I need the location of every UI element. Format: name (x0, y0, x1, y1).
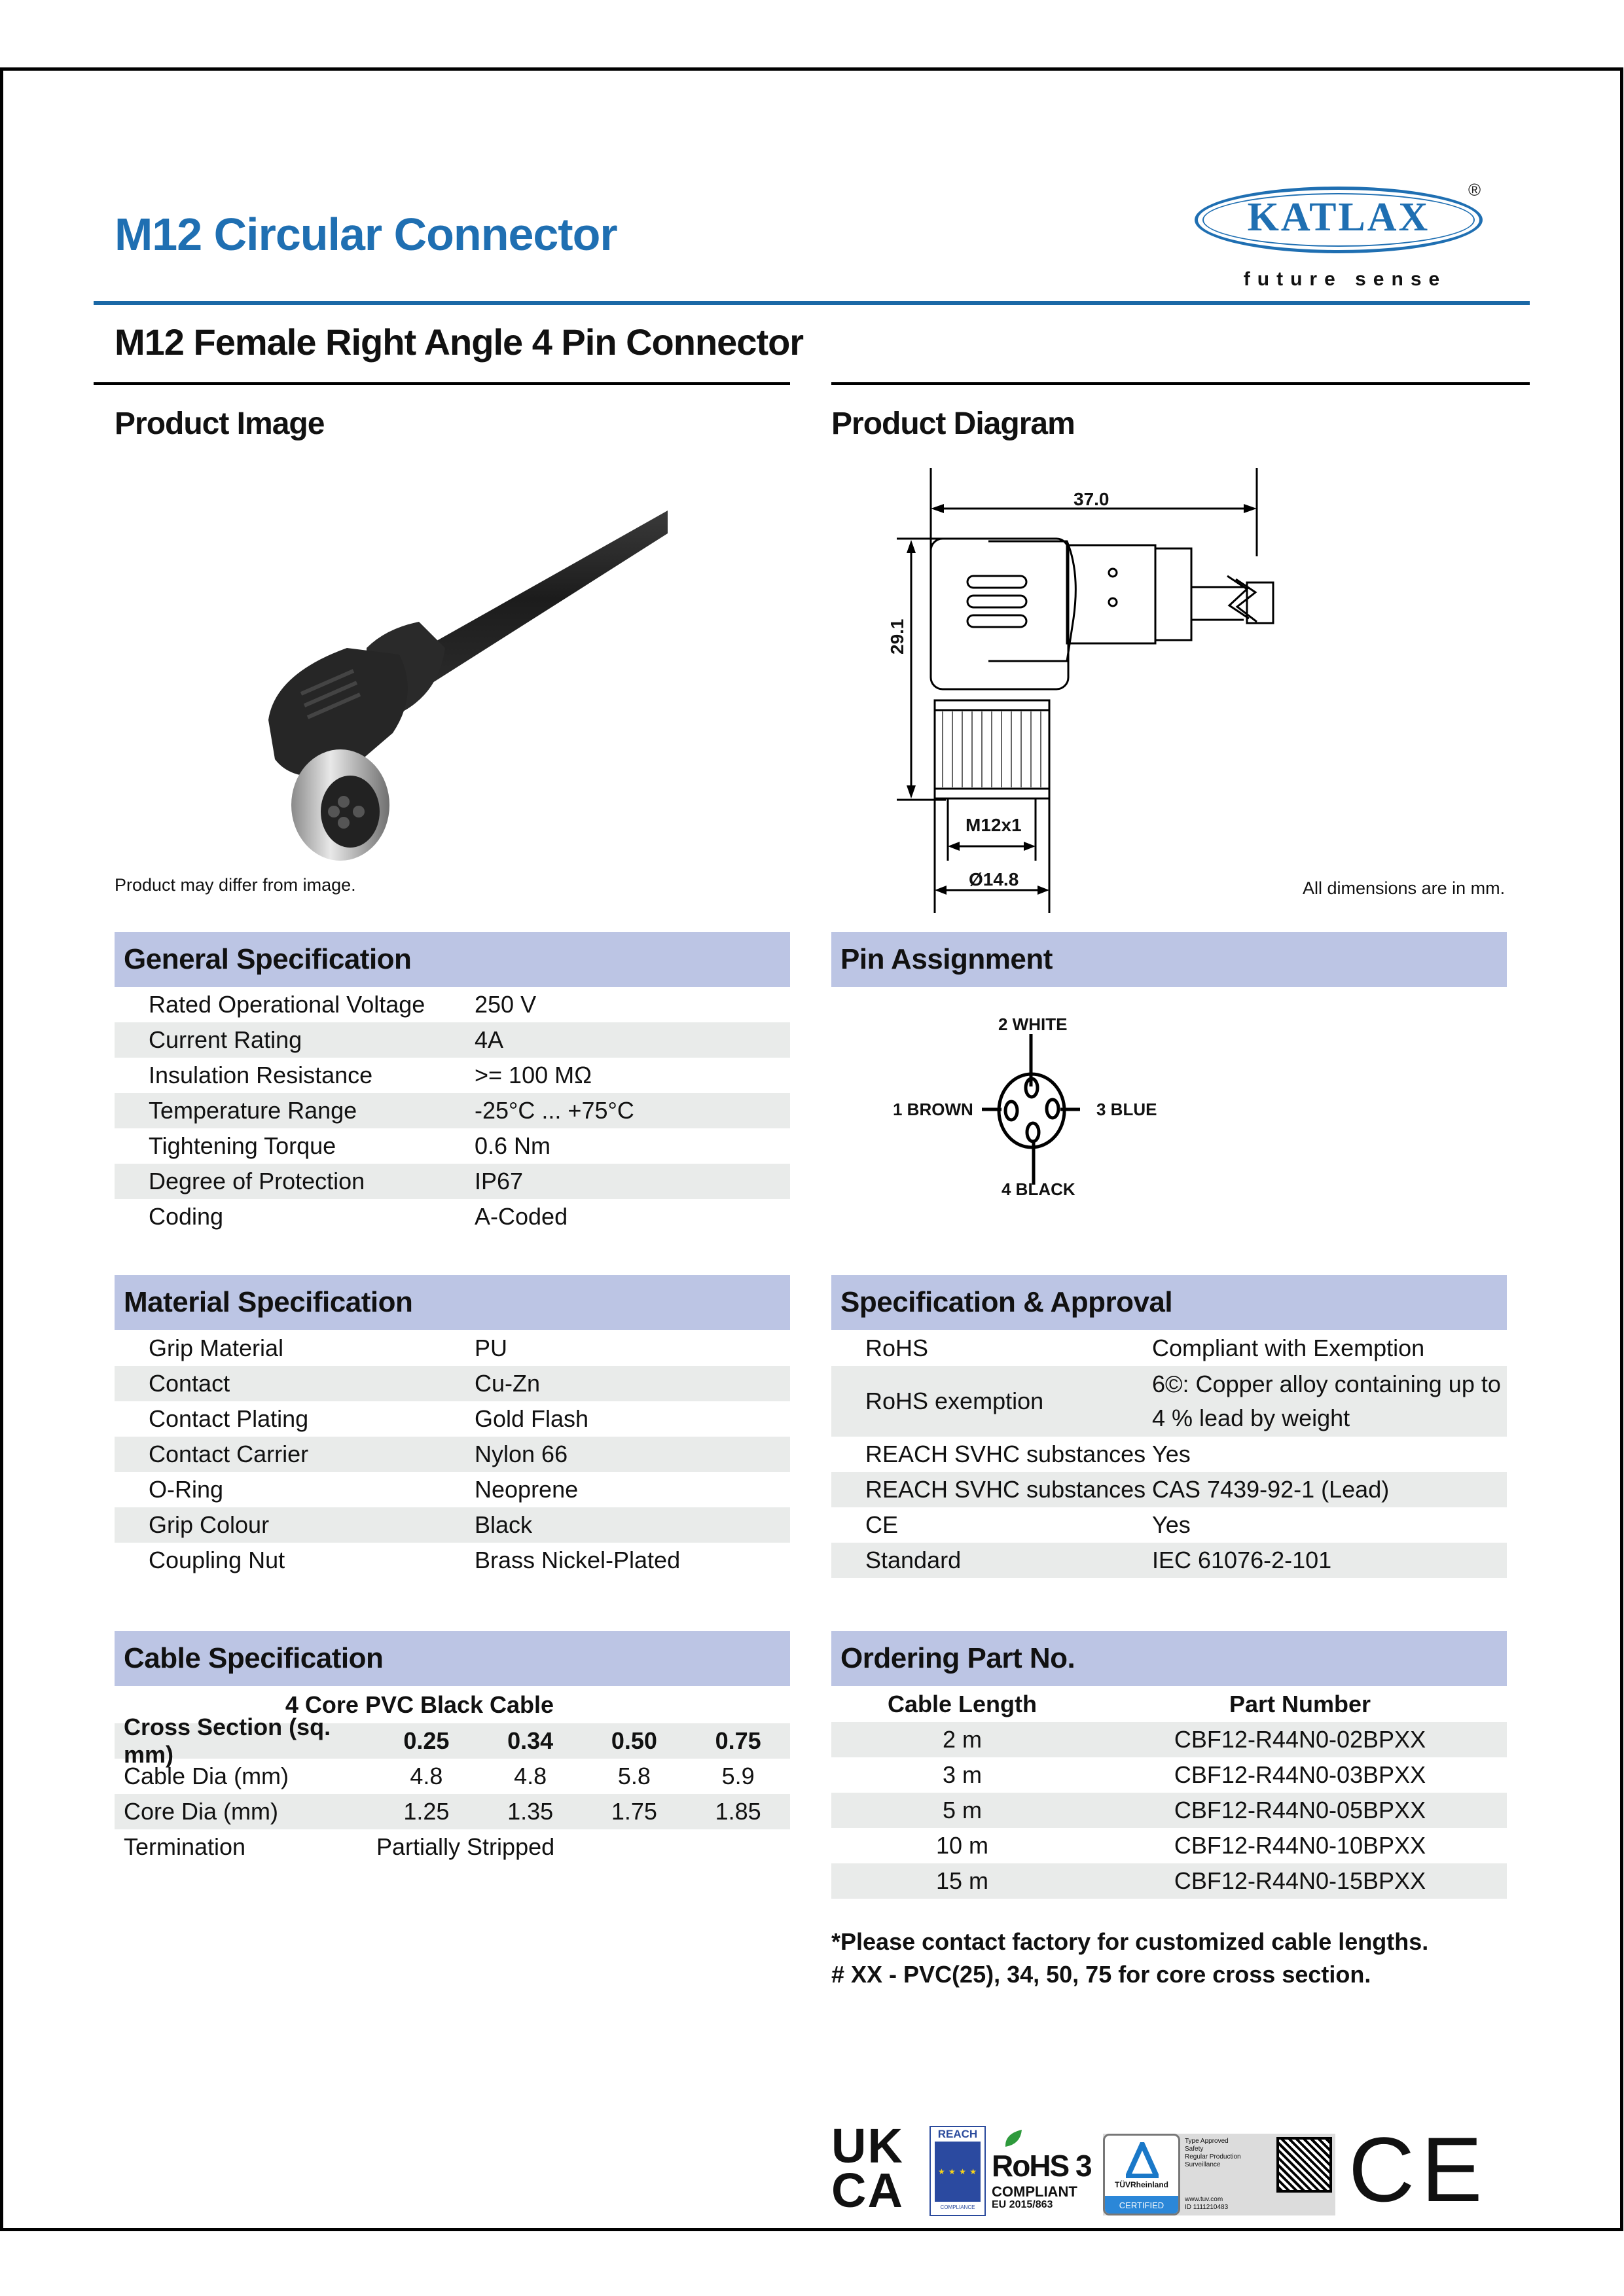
spec-label: Rated Operational Voltage (149, 991, 425, 1018)
note-custom-lengths: *Please contact factory for customized cable lengths. (831, 1928, 1429, 1955)
tuv-certificate (1103, 2134, 1335, 2215)
spec-value: Black (475, 1511, 533, 1538)
part-number: CBF12-R44N0-10BPXX (1174, 1832, 1426, 1859)
spec-value: 0.6 Nm (475, 1132, 551, 1159)
table-row (831, 1366, 1507, 1437)
spec-label: RoHS exemption (865, 1388, 1044, 1414)
table-row (831, 1507, 1507, 1543)
tuv-certified: CERTIFIED (1105, 2196, 1178, 2215)
table-row (115, 1366, 790, 1401)
cable-length: 10 m (935, 1832, 989, 1859)
spec-label: REACH SVHC substances (865, 1476, 1146, 1503)
pin-4-label: 4 BLACK (1001, 1179, 1075, 1199)
spec-label: REACH SVHC substances (865, 1441, 1146, 1467)
general-spec-heading: General Specification (115, 932, 790, 987)
note-cross-section: # XX - PVC(25), 34, 50, 75 for core cross section. (831, 1961, 1371, 1988)
cable-value: 1.75 (611, 1798, 657, 1825)
dim-length: 37.0 (1074, 489, 1110, 509)
material-spec-table (115, 1331, 790, 1578)
header-rule (94, 301, 1530, 305)
cable-label: Cable Dia (mm) (124, 1763, 289, 1789)
product-subtitle: M12 Female Right Angle 4 Pin Connector (115, 321, 804, 363)
cable-type: 4 Core PVC Black Cable (285, 1691, 554, 1718)
spec-label: RoHS (865, 1335, 929, 1361)
certification-logos (831, 2118, 1489, 2221)
divider-right (831, 382, 1530, 385)
registered-icon: ® (1468, 180, 1481, 200)
table-row (115, 1058, 790, 1093)
rohs-compliant: COMPLIANT (992, 2183, 1077, 2200)
reach-icon (929, 2126, 986, 2216)
product-diagram-heading: Product Diagram (831, 406, 1075, 441)
pin-diagram-icon (982, 1034, 1113, 1185)
cable-value: 5.8 (617, 1763, 651, 1789)
cable-label: Cross Section (sq. mm) (124, 1713, 331, 1768)
tuv-badge (1103, 2134, 1180, 2215)
spec-value: Yes (1152, 1441, 1191, 1467)
table-row (831, 1793, 1507, 1828)
table-row (831, 1437, 1507, 1472)
cable-value: 1.35 (507, 1798, 554, 1825)
part-number: CBF12-R44N0-02BPXX (1174, 1726, 1426, 1753)
material-spec-heading: Material Specification (115, 1275, 790, 1330)
spec-label: Degree of Protection (149, 1168, 365, 1194)
ordering-table (831, 1687, 1507, 1899)
spec-value: Compliant with Exemption (1152, 1335, 1425, 1361)
table-row (115, 1543, 790, 1578)
spec-label: Coding (149, 1203, 224, 1230)
dim-diameter: Ø14.8 (969, 869, 1019, 889)
spec-label: O-Ring (149, 1476, 224, 1503)
pin-3-label: 3 BLUE (1096, 1100, 1157, 1119)
divider-left (94, 382, 790, 385)
spec-value: Neoprene (475, 1476, 579, 1503)
eu-stars-icon: ★ ★ ★ ★ (935, 2142, 981, 2202)
tuv-triangle-icon (1126, 2142, 1159, 2178)
rohs-icon (992, 2128, 1100, 2217)
cable-spec-heading: Cable Specification (115, 1631, 790, 1686)
tuv-id: ID 1111210483 (1185, 2204, 1229, 2211)
part-number: CBF12-R44N0-05BPXX (1174, 1797, 1426, 1823)
spec-label: Tightening Torque (149, 1132, 336, 1159)
rohs-directive: EU 2015/863 (992, 2199, 1053, 2210)
spec-value: IP67 (475, 1168, 524, 1194)
spec-label: Insulation Resistance (149, 1062, 373, 1088)
spec-label: CE (865, 1511, 899, 1538)
ukca-icon (831, 2119, 920, 2217)
logo-brand: KATLAX (1247, 195, 1430, 240)
tuv-footer (1185, 2196, 1228, 2212)
spec-value: Nylon 66 (475, 1441, 568, 1467)
pin-2-label: 2 WHITE (998, 1014, 1068, 1034)
table-row (831, 1472, 1507, 1507)
tuv-details (1185, 2138, 1241, 2169)
dim-height: 29.1 (887, 619, 907, 655)
spec-label: Current Rating (149, 1026, 302, 1053)
table-row (115, 1128, 790, 1164)
spec-value: >= 100 MΩ (475, 1062, 592, 1088)
termination-value: Partially Stripped (376, 1833, 555, 1860)
spec-value: 250 V (475, 991, 537, 1018)
table-row (115, 1794, 790, 1829)
spec-label: Contact (149, 1370, 230, 1397)
cable-value: 0.34 (507, 1727, 554, 1754)
termination-label: Termination (124, 1833, 246, 1860)
table-row (831, 1543, 1507, 1578)
spec-value: CAS 7439-92-1 (Lead) (1152, 1476, 1390, 1503)
katlax-logo (1195, 180, 1489, 295)
table-row (831, 1331, 1507, 1366)
cable-length: 2 m (942, 1726, 982, 1753)
spec-value: Cu-Zn (475, 1370, 541, 1397)
table-row (831, 1828, 1507, 1863)
ordering-heading: Ordering Part No. (831, 1631, 1507, 1686)
pin-1-label: 1 BROWN (893, 1100, 973, 1119)
cable-value: 5.9 (721, 1763, 755, 1789)
reach-top: REACH (937, 2128, 978, 2140)
ukca-top: UK (831, 2119, 904, 2173)
spec-value: PU (475, 1335, 508, 1361)
table-row (831, 1722, 1507, 1757)
qr-code-icon (1276, 2137, 1332, 2193)
spec-value: 4A (475, 1026, 504, 1053)
rohs-version: 3 (1075, 2149, 1091, 2183)
ukca-bottom: CA (831, 2163, 904, 2217)
leaf-icon (1003, 2128, 1023, 2148)
table-row (115, 1022, 790, 1058)
spec-label: Coupling Nut (149, 1547, 285, 1573)
cable-length: 15 m (935, 1867, 989, 1894)
spec-label: Contact Plating (149, 1405, 309, 1432)
tuv-line: Regular Production (1185, 2153, 1241, 2161)
spec-value-line1: 6©: Copper alloy containing up to (1152, 1371, 1501, 1397)
table-row (115, 1401, 790, 1437)
spec-label: Grip Colour (149, 1511, 270, 1538)
table-row (115, 987, 790, 1022)
ce-mark-icon: CE (1348, 2118, 1489, 2221)
part-number: CBF12-R44N0-15BPXX (1174, 1867, 1426, 1894)
spec-approval-heading: Specification & Approval (831, 1275, 1507, 1330)
spec-value: -25°C ... +75°C (475, 1097, 634, 1124)
table-row (115, 1472, 790, 1507)
cable-length: 3 m (942, 1761, 982, 1788)
cable-value: 0.75 (715, 1727, 761, 1754)
table-row (115, 1199, 790, 1234)
tuv-line: Type Approved (1185, 2138, 1229, 2145)
tuv-line: Safety (1185, 2145, 1204, 2153)
connector-photo-icon (216, 497, 687, 864)
cable-value: 4.8 (514, 1763, 547, 1789)
cable-value: 1.85 (715, 1798, 761, 1825)
tuv-url: www.tuv.com (1185, 2196, 1223, 2203)
rohs-title: RoHS (992, 2149, 1069, 2183)
cable-label: Core Dia (mm) (124, 1798, 279, 1825)
cable-value: 0.50 (611, 1727, 657, 1754)
logo-tagline: future sense (1243, 268, 1447, 290)
spec-approval-table (831, 1331, 1507, 1578)
product-image-caption: Product may differ from image. (115, 875, 356, 895)
spec-label: Standard (865, 1547, 962, 1573)
dimensions-note: All dimensions are in mm. (1303, 878, 1506, 898)
dim-thread: M12x1 (965, 815, 1022, 835)
spec-value: Brass Nickel-Plated (475, 1547, 681, 1573)
tuv-line: Surveillance (1185, 2161, 1221, 2168)
cable-length: 5 m (942, 1797, 982, 1823)
spec-value: Yes (1152, 1511, 1191, 1538)
table-row (115, 1331, 790, 1366)
table-row (831, 1863, 1507, 1899)
page-title: M12 Circular Connector (115, 209, 617, 260)
spec-value: IEC 61076-2-101 (1152, 1547, 1332, 1573)
general-spec-table (115, 987, 790, 1234)
spec-label: Contact Carrier (149, 1441, 309, 1467)
product-image-heading: Product Image (115, 406, 325, 441)
spec-value: A-Coded (475, 1203, 568, 1230)
spec-label: Temperature Range (149, 1097, 357, 1124)
spec-value-line2: 4 % lead by weight (1152, 1405, 1350, 1431)
table-header-row (831, 1687, 1507, 1722)
table-row (115, 1829, 790, 1865)
dimension-drawing-icon (871, 468, 1460, 913)
column-header: Cable Length (887, 1691, 1037, 1717)
reach-bottom: COMPLIANCE (940, 2204, 975, 2210)
ordering-notes (831, 1926, 1428, 1991)
table-row (831, 1757, 1507, 1793)
table-row (115, 1437, 790, 1472)
table-row (115, 1507, 790, 1543)
cable-value: 4.8 (410, 1763, 443, 1789)
pin-assignment-heading: Pin Assignment (831, 932, 1507, 987)
table-row (115, 1713, 790, 1768)
spec-label: Grip Material (149, 1335, 284, 1361)
cable-value: 1.25 (403, 1798, 450, 1825)
part-number: CBF12-R44N0-03BPXX (1174, 1761, 1426, 1788)
cable-value: 0.25 (403, 1727, 450, 1754)
spec-value: Gold Flash (475, 1405, 589, 1432)
table-row (115, 1093, 790, 1128)
table-row (115, 1164, 790, 1199)
column-header: Part Number (1229, 1691, 1371, 1717)
table-row (115, 1759, 790, 1794)
tuv-brand: TÜVRheinland (1114, 2180, 1168, 2189)
cable-spec-table (115, 1687, 790, 1865)
spec-value (1152, 1367, 1507, 1435)
